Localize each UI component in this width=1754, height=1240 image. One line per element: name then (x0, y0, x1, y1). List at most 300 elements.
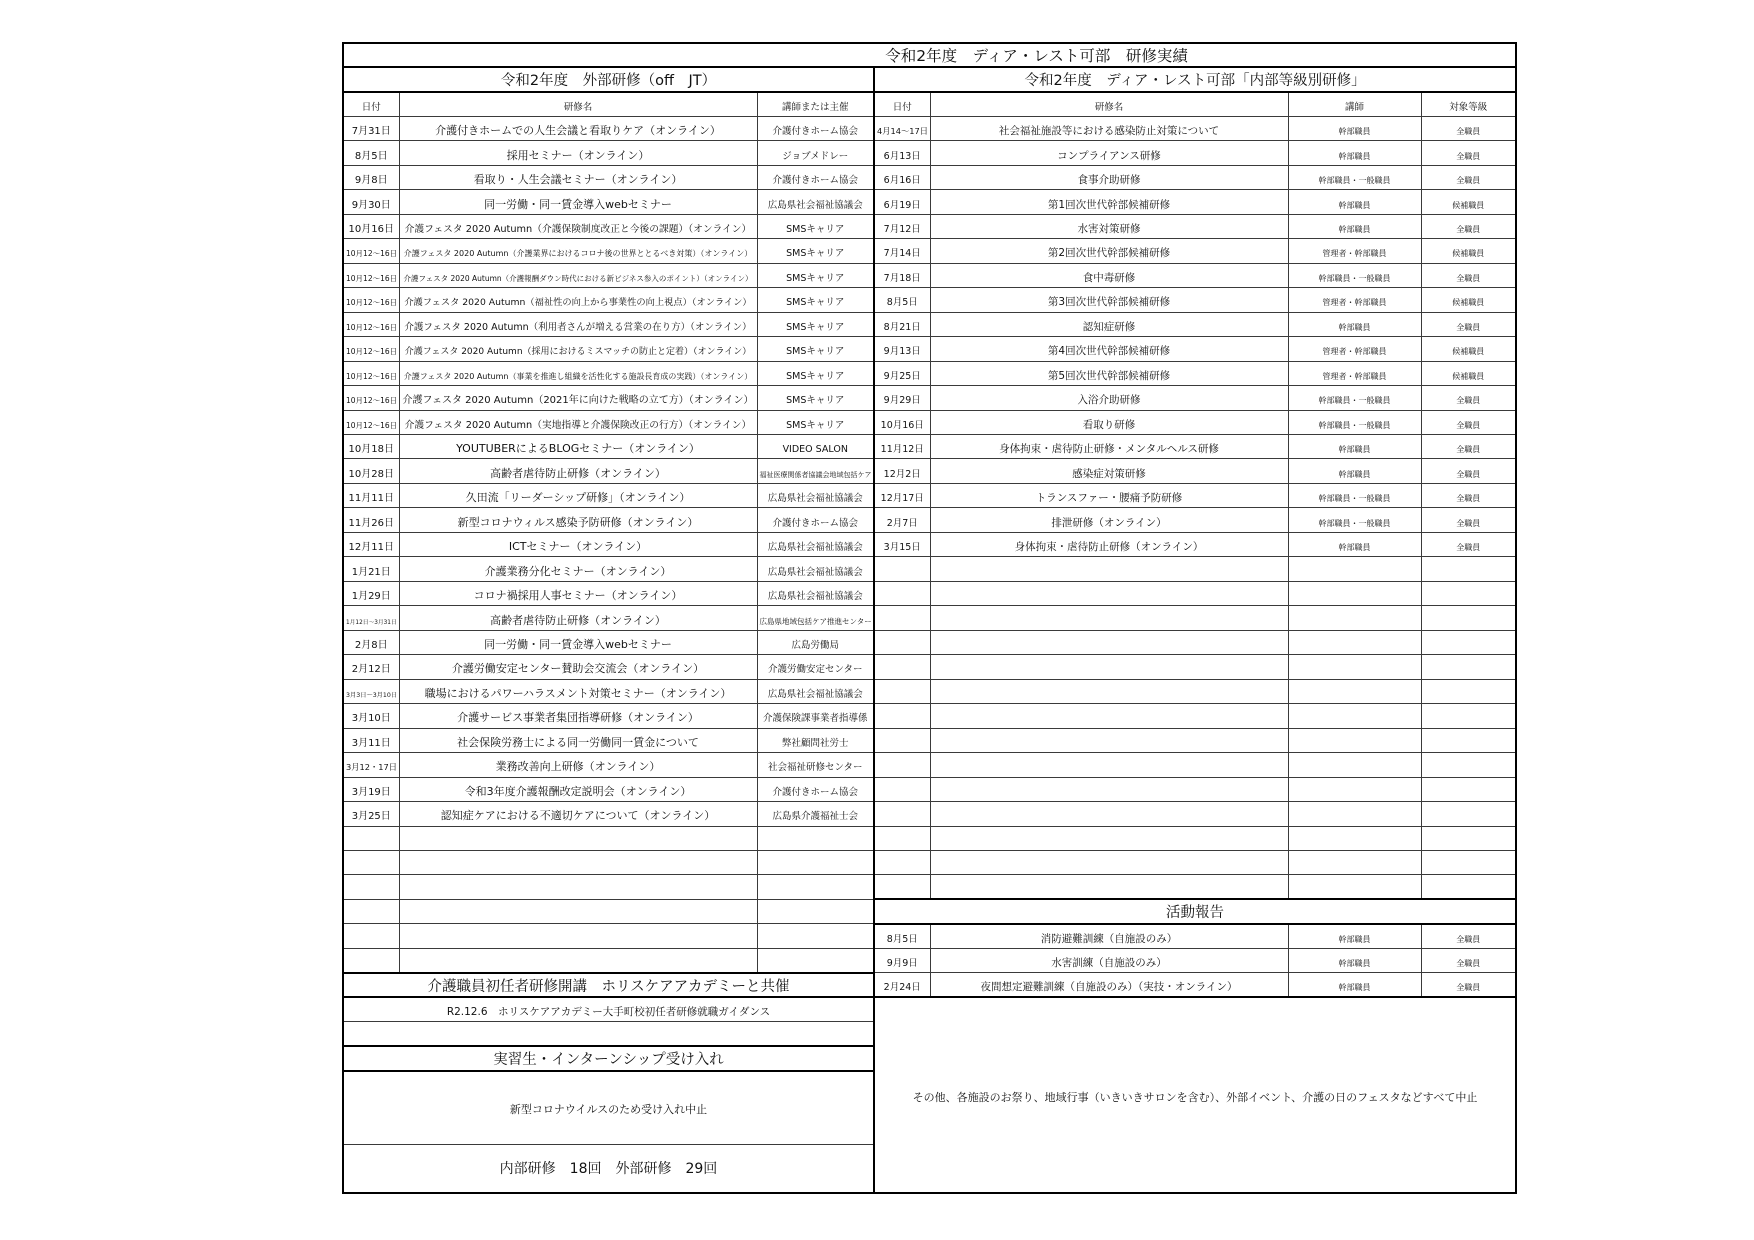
int-target-cell (1421, 410, 1516, 434)
ext-host-cell (757, 214, 874, 238)
ext-date-cell-text: 3月11日 (351, 737, 391, 749)
ext-date-cell-text: 10月18日 (348, 444, 394, 456)
ext-date-cell (343, 875, 399, 899)
int-date-cell (874, 875, 930, 899)
int-target-cell (1421, 875, 1516, 899)
int-date-cell (874, 435, 930, 459)
int-target-cell (1421, 777, 1516, 801)
int-name-cell-text: 第3回次世代幹部候補研修 (1047, 296, 1171, 309)
int-instructor-cell-text: 幹部職員・一般職員 (1318, 494, 1391, 504)
ext-date-cell (343, 753, 399, 777)
int-name-cell-text: 第1回次世代幹部候補研修 (1047, 198, 1171, 211)
ext-name-cell-text: 令和3年度介護報酬改定説明会（オンライン） (464, 784, 692, 798)
activity-instructor-cell-text: 幹部職員 (1338, 983, 1371, 993)
ext-name-cell-text: 新型コロナウィルス感染予防研修（オンライン） (457, 515, 699, 529)
int-instructor-cell-text: 幹部職員 (1338, 225, 1371, 235)
ext-date-cell (343, 924, 399, 948)
activity-name-cell (930, 973, 1288, 997)
ext-date-cell-text: 9月8日 (354, 175, 388, 187)
ext-host-cell-text: 広島県社会福祉協議会 (767, 566, 863, 578)
ext-host-cell (757, 704, 874, 728)
int-date-cell-text: 7月12日 (883, 224, 921, 236)
int-target-cell (1421, 141, 1516, 165)
activity-instructor-cell (1288, 973, 1421, 997)
int-instructor-cell (1288, 532, 1421, 556)
ext-name-cell (399, 581, 757, 605)
ext-date-cell-text: 3月10日 (351, 713, 391, 725)
ext-name-cell (399, 753, 757, 777)
int-target-cell (1421, 435, 1516, 459)
ext-col-host-text: 講師または主催 (781, 101, 849, 113)
ext-date-cell (343, 728, 399, 752)
table-row (343, 214, 1516, 238)
int-target-cell (1421, 704, 1516, 728)
ext-date-cell (343, 141, 399, 165)
ext-name-cell-text: 介護業務分化セミナー（オンライン） (484, 564, 672, 578)
int-name-cell (930, 337, 1288, 361)
int-date-cell (874, 239, 930, 263)
table-row (343, 753, 1516, 777)
ext-host-cell-text: 広島県介護福祉士会 (772, 811, 858, 823)
ext-name-cell-text: 介護フェスタ 2020 Autumn（2021年に向けた戦略の立て方）（オンライン） (402, 395, 754, 407)
ext-name-cell (399, 557, 757, 581)
ext-host-cell (757, 337, 874, 361)
ext-date-cell-text: 7月31日 (351, 126, 391, 138)
ext-host-cell-text: 福祉医療関係者協議会地域包括ケア (759, 470, 872, 479)
int-target-cell (1421, 679, 1516, 703)
external-heading (343, 67, 874, 91)
int-target-cell (1421, 312, 1516, 336)
table-row (343, 899, 1516, 923)
ext-name-cell (399, 948, 757, 972)
ext-date-cell (343, 165, 399, 189)
table-row (343, 508, 1516, 532)
table-row (343, 924, 1516, 948)
int-target-cell (1421, 361, 1516, 385)
ext-date-cell (343, 239, 399, 263)
int-name-cell (930, 630, 1288, 654)
ext-date-cell-text: 10月12～16日 (346, 273, 398, 283)
ext-host-cell-text: 社会福祉研修センター (767, 762, 863, 774)
int-date-cell-text: 9月13日 (883, 346, 921, 358)
ext-host-cell-text: SMSキャリア (786, 321, 845, 333)
int-name-cell-text: 水害対策研修 (1077, 223, 1141, 236)
int-instructor-cell (1288, 483, 1421, 507)
ext-name-cell-text: 認知症ケアにおける不適切ケアについて（オンライン） (440, 809, 716, 823)
int-date-cell (874, 483, 930, 507)
int-target-cell-text: 全職員 (1456, 176, 1481, 186)
ext-name-cell (399, 777, 757, 801)
ext-name-cell (399, 508, 757, 532)
ext-date-cell-text: 8月5日 (354, 150, 388, 162)
int-instructor-cell (1288, 459, 1421, 483)
ext-host-cell (757, 141, 874, 165)
ext-date-cell-text: 3月25日 (351, 811, 391, 823)
int-name-cell-text: コンプライアンス研修 (1057, 149, 1161, 162)
int-target-cell (1421, 239, 1516, 263)
ext-date-cell (343, 532, 399, 556)
int-target-cell-text: 候補職員 (1452, 298, 1485, 308)
int-target-cell (1421, 802, 1516, 826)
ext-name-cell (399, 802, 757, 826)
int-target-cell (1421, 386, 1516, 410)
int-target-cell (1421, 288, 1516, 312)
table-row (343, 435, 1516, 459)
table-row (343, 483, 1516, 507)
int-col-name-text: 研修名 (1094, 101, 1124, 113)
ext-date-cell-text: 10月16日 (348, 224, 394, 236)
shoninsha-heading-text: 介護職員初任者研修開講 ホリスケアアカデミーと共催 (427, 978, 790, 995)
ext-name-cell (399, 361, 757, 385)
int-name-cell (930, 557, 1288, 581)
ext-name-cell (399, 263, 757, 287)
ext-host-cell (757, 630, 874, 654)
ext-date-cell-text: 10月12～16日 (346, 396, 398, 406)
ext-date-cell (343, 288, 399, 312)
activity-date-cell (874, 973, 930, 997)
table-row (343, 532, 1516, 556)
table-row (343, 581, 1516, 605)
activity-date-cell (874, 924, 930, 948)
int-date-cell-text: 7月14日 (883, 248, 921, 260)
table-row (343, 141, 1516, 165)
int-instructor-cell (1288, 386, 1421, 410)
int-date-cell (874, 337, 930, 361)
int-instructor-cell-text: 幹部職員 (1338, 151, 1371, 161)
int-instructor-cell-text: 幹部職員・一般職員 (1318, 273, 1391, 283)
ext-date-cell (343, 386, 399, 410)
ext-name-cell-text: 介護フェスタ 2020 Autumn（介護報酬ダウン時代における新ビジネス参入のポイント）（オンライン） (403, 273, 753, 283)
ext-host-cell (757, 386, 874, 410)
int-target-cell-text: 候補職員 (1452, 249, 1485, 259)
table-row (343, 997, 1516, 1021)
table-row (343, 948, 1516, 972)
ext-date-cell (343, 899, 399, 923)
int-name-cell (930, 875, 1288, 899)
int-target-cell (1421, 337, 1516, 361)
int-instructor-cell-text: 管理者・幹部職員 (1322, 347, 1387, 357)
int-date-cell (874, 753, 930, 777)
ext-name-cell-text: 介護フェスタ 2020 Autumn（実地指導と介護保険改正の行方）（オンライン） (404, 419, 752, 431)
ext-name-cell-text: 採用セミナー（オンライン） (506, 148, 650, 162)
int-name-cell (930, 826, 1288, 850)
int-date-cell (874, 141, 930, 165)
ext-date-cell (343, 679, 399, 703)
int-name-cell (930, 802, 1288, 826)
ext-name-cell (399, 435, 757, 459)
ext-date-cell (343, 777, 399, 801)
int-instructor-cell (1288, 753, 1421, 777)
int-date-cell (874, 116, 930, 140)
ext-name-cell-text: 介護フェスタ 2020 Autumn（利用者さんが増える営業の在り方）（オンライン） (404, 321, 752, 333)
table-row (343, 165, 1516, 189)
table-row (343, 728, 1516, 752)
ext-host-cell (757, 679, 874, 703)
int-target-cell (1421, 508, 1516, 532)
int-instructor-cell-text: 幹部職員 (1338, 200, 1371, 210)
intern-note-text: 新型コロナウイルスのため受け入れ中止 (509, 1103, 708, 1117)
activity-heading-text: 活動報告 (1166, 905, 1225, 922)
int-instructor-cell (1288, 141, 1421, 165)
ext-host-cell-text: 介護付きホーム協会 (772, 126, 858, 138)
activity-target-cell (1421, 924, 1516, 948)
ext-date-cell (343, 190, 399, 214)
int-name-cell (930, 386, 1288, 410)
ext-date-cell (343, 361, 399, 385)
int-date-cell (874, 850, 930, 874)
ext-name-cell (399, 532, 757, 556)
int-target-cell (1421, 483, 1516, 507)
int-name-cell-text: 看取り研修 (1082, 418, 1136, 431)
int-name-cell (930, 312, 1288, 336)
int-name-cell (930, 850, 1288, 874)
int-instructor-cell (1288, 581, 1421, 605)
int-target-cell (1421, 263, 1516, 287)
ext-name-cell-text: 介護フェスタ 2020 Autumn（事業を推進し組織を活性化する施設長育成の実践）（オンライン） (403, 371, 753, 381)
ext-name-cell (399, 704, 757, 728)
int-name-cell (930, 165, 1288, 189)
activity-target-cell-text: 全職員 (1456, 934, 1481, 944)
int-instructor-cell (1288, 239, 1421, 263)
table-row (343, 557, 1516, 581)
int-name-cell (930, 508, 1288, 532)
training-count-summary-text: 内部研修 18回 外部研修 29回 (499, 1161, 718, 1178)
int-name-cell-text: 排泄研修（オンライン） (1051, 516, 1167, 529)
ext-host-cell-text: 広島県社会福祉協議会 (767, 542, 863, 554)
int-col-name (930, 92, 1288, 116)
ext-host-cell (757, 948, 874, 972)
ext-host-cell-text: SMSキャリア (786, 248, 845, 260)
int-name-cell (930, 435, 1288, 459)
int-target-cell (1421, 630, 1516, 654)
int-instructor-cell (1288, 337, 1421, 361)
int-name-cell (930, 263, 1288, 287)
ext-name-cell (399, 655, 757, 679)
int-target-cell (1421, 826, 1516, 850)
ext-name-cell (399, 386, 757, 410)
training-table (342, 42, 1517, 1194)
int-target-cell (1421, 606, 1516, 630)
int-target-cell (1421, 728, 1516, 752)
internal-heading-text: 令和2年度 ディア・レスト可部「内部等級別研修」 (1024, 73, 1366, 90)
table-row (343, 263, 1516, 287)
ext-host-cell-text: 広島県社会福祉協議会 (767, 688, 863, 700)
ext-name-cell-text: 久田流「リーダーシップ研修」（オンライン） (465, 491, 691, 505)
table-row (343, 337, 1516, 361)
ext-name-cell (399, 337, 757, 361)
ext-col-host (757, 92, 874, 116)
table-row (343, 190, 1516, 214)
table-row (343, 239, 1516, 263)
ext-date-cell (343, 337, 399, 361)
ext-date-cell (343, 630, 399, 654)
int-date-cell (874, 581, 930, 605)
other-events-note (874, 997, 1516, 1193)
int-name-cell (930, 141, 1288, 165)
ext-host-cell-text: 広島県地域包括ケア推進センター (759, 616, 872, 626)
int-date-cell-text: 6月13日 (883, 150, 921, 162)
int-name-cell-text: 食事介助研修 (1077, 174, 1141, 187)
intern-note (343, 1071, 874, 1144)
int-name-cell-text: 社会福祉施設等における感染防止対策について (998, 125, 1220, 138)
empty-cell (343, 1022, 874, 1046)
ext-name-cell (399, 850, 757, 874)
other-events-note-text: その他、各施設のお祭り、地域行事（いきいきサロンを含む）、外部イベント、介護の日のフェスタなどすべて中止 (912, 1090, 1478, 1104)
activity-instructor-cell-text: 幹部職員 (1338, 934, 1371, 944)
activity-heading (874, 899, 1516, 923)
int-target-cell (1421, 190, 1516, 214)
int-target-cell-text: 候補職員 (1452, 347, 1485, 357)
ext-host-cell (757, 557, 874, 581)
int-instructor-cell (1288, 214, 1421, 238)
ext-host-cell-text: 広島県社会福祉協議会 (767, 199, 863, 211)
ext-name-cell-text: 介護フェスタ 2020 Autumn（採用におけるミスマッチの防止と定着）（オンライン） (404, 347, 752, 358)
ext-date-cell (343, 459, 399, 483)
int-instructor-cell-text: 管理者・幹部職員 (1322, 371, 1387, 381)
shoninsha-guidance-text: R2.12.6 ホリスケアアカデミー大手町校初任者研修就職ガイダンス (446, 1006, 771, 1019)
int-date-cell-text: 6月19日 (883, 199, 921, 211)
table-row (343, 606, 1516, 630)
ext-date-cell (343, 312, 399, 336)
int-instructor-cell (1288, 777, 1421, 801)
ext-host-cell-text: 介護付きホーム協会 (772, 175, 858, 187)
int-instructor-cell-text: 幹部職員 (1338, 127, 1371, 137)
ext-host-cell (757, 753, 874, 777)
ext-date-cell-text: 10月12～16日 (346, 298, 398, 308)
ext-date-cell (343, 655, 399, 679)
ext-date-cell (343, 826, 399, 850)
int-instructor-cell-text: 幹部職員・一般職員 (1318, 396, 1391, 406)
ext-date-cell (343, 802, 399, 826)
ext-name-cell-text: 介護フェスタ 2020 Autumn（福祉性の向上から事業性の向上視点）（オンライン） (404, 297, 752, 309)
ext-host-cell-text: 介護付きホーム協会 (772, 786, 858, 798)
ext-date-cell (343, 850, 399, 874)
ext-host-cell-text: ジョブメドレー (782, 150, 849, 162)
ext-host-cell (757, 532, 874, 556)
int-name-cell (930, 753, 1288, 777)
int-target-cell-text: 全職員 (1456, 543, 1481, 553)
int-instructor-cell-text: 幹部職員 (1338, 543, 1371, 553)
int-target-cell-text: 全職員 (1456, 420, 1481, 430)
page-title-text: 令和2年度 ディア・レスト可部 研修実績 (885, 47, 1188, 66)
ext-date-cell-text: 10月12～16日 (346, 371, 398, 381)
int-date-cell-text: 6月16日 (883, 175, 921, 187)
int-date-cell (874, 190, 930, 214)
int-name-cell (930, 239, 1288, 263)
ext-host-cell (757, 459, 874, 483)
int-instructor-cell (1288, 655, 1421, 679)
ext-host-cell (757, 899, 874, 923)
table-row (343, 875, 1516, 899)
int-instructor-cell-text: 幹部職員・一般職員 (1318, 176, 1391, 186)
ext-host-cell (757, 165, 874, 189)
ext-host-cell (757, 508, 874, 532)
ext-host-cell-text: SMSキャリア (786, 297, 845, 309)
ext-name-cell (399, 483, 757, 507)
int-instructor-cell (1288, 606, 1421, 630)
ext-host-cell (757, 850, 874, 874)
int-name-cell-text: 第4回次世代幹部候補研修 (1047, 345, 1171, 358)
int-target-cell-text: 全職員 (1456, 396, 1481, 406)
intern-heading-text: 実習生・インターンシップ受け入れ (493, 1051, 724, 1068)
ext-date-cell-text: 1月12日～3月31日 (346, 619, 397, 626)
int-col-instructor (1288, 92, 1421, 116)
int-target-cell (1421, 557, 1516, 581)
ext-host-cell-text: SMSキャリア (786, 419, 845, 431)
table-row (343, 386, 1516, 410)
ext-date-cell (343, 435, 399, 459)
shoninsha-guidance (343, 997, 874, 1021)
int-name-cell-text: トランスファー・腰痛予防研修 (1035, 492, 1183, 505)
int-date-cell (874, 312, 930, 336)
ext-host-cell (757, 581, 874, 605)
int-date-cell (874, 728, 930, 752)
ext-host-cell (757, 263, 874, 287)
int-target-cell-text: 全職員 (1456, 445, 1481, 455)
int-instructor-cell (1288, 875, 1421, 899)
ext-name-cell-text: 高齢者虐待防止研修（オンライン） (490, 466, 666, 480)
activity-instructor-cell-text: 幹部職員 (1338, 959, 1371, 969)
int-target-cell-text: 全職員 (1456, 469, 1481, 479)
table-row (343, 777, 1516, 801)
training-record-sheet (342, 42, 1517, 1194)
int-instructor-cell (1288, 850, 1421, 874)
ext-date-cell-text: 12月11日 (348, 542, 394, 554)
int-col-date-text: 日付 (892, 101, 912, 113)
int-date-cell-text: 12月2日 (883, 468, 921, 480)
ext-host-cell (757, 361, 874, 385)
int-date-cell (874, 386, 930, 410)
ext-date-cell (343, 508, 399, 532)
int-instructor-cell-text: 幹部職員 (1338, 322, 1371, 332)
ext-date-cell-text: 9月30日 (351, 199, 391, 211)
int-name-cell (930, 459, 1288, 483)
ext-date-cell (343, 581, 399, 605)
ext-host-cell-text: 広島県社会福祉協議会 (767, 493, 863, 505)
ext-date-cell (343, 606, 399, 630)
ext-name-cell-text: 介護フェスタ 2020 Autumn（介護業界におけるコロナ後の世界ととるべき対策）（オンライン） (403, 249, 753, 259)
activity-target-cell-text: 全職員 (1456, 983, 1481, 993)
int-date-cell (874, 410, 930, 434)
ext-col-date (343, 92, 399, 116)
int-instructor-cell (1288, 263, 1421, 287)
int-instructor-cell (1288, 190, 1421, 214)
table-row (343, 361, 1516, 385)
int-date-cell-text: 8月5日 (886, 297, 918, 309)
ext-host-cell-text: 介護付きホーム協会 (772, 517, 858, 529)
int-col-date (874, 92, 930, 116)
ext-date-cell-text: 2月8日 (354, 639, 388, 651)
int-col-target-text: 対象等級 (1449, 101, 1488, 113)
ext-name-cell (399, 826, 757, 850)
ext-host-cell-text: 弊社顧問社労士 (781, 737, 849, 749)
ext-host-cell (757, 802, 874, 826)
ext-name-cell-text: YOUTUBERによるBLOGセミナー（オンライン） (456, 442, 700, 456)
ext-date-cell (343, 948, 399, 972)
int-name-cell (930, 361, 1288, 385)
int-name-cell (930, 410, 1288, 434)
intern-heading (343, 1046, 874, 1070)
ext-name-cell (399, 728, 757, 752)
ext-name-cell (399, 312, 757, 336)
int-name-cell (930, 581, 1288, 605)
int-instructor-cell-text: 幹部職員・一般職員 (1318, 518, 1391, 528)
ext-name-cell (399, 239, 757, 263)
activity-name-cell (930, 948, 1288, 972)
table-row (343, 630, 1516, 654)
int-instructor-cell (1288, 728, 1421, 752)
int-name-cell (930, 728, 1288, 752)
